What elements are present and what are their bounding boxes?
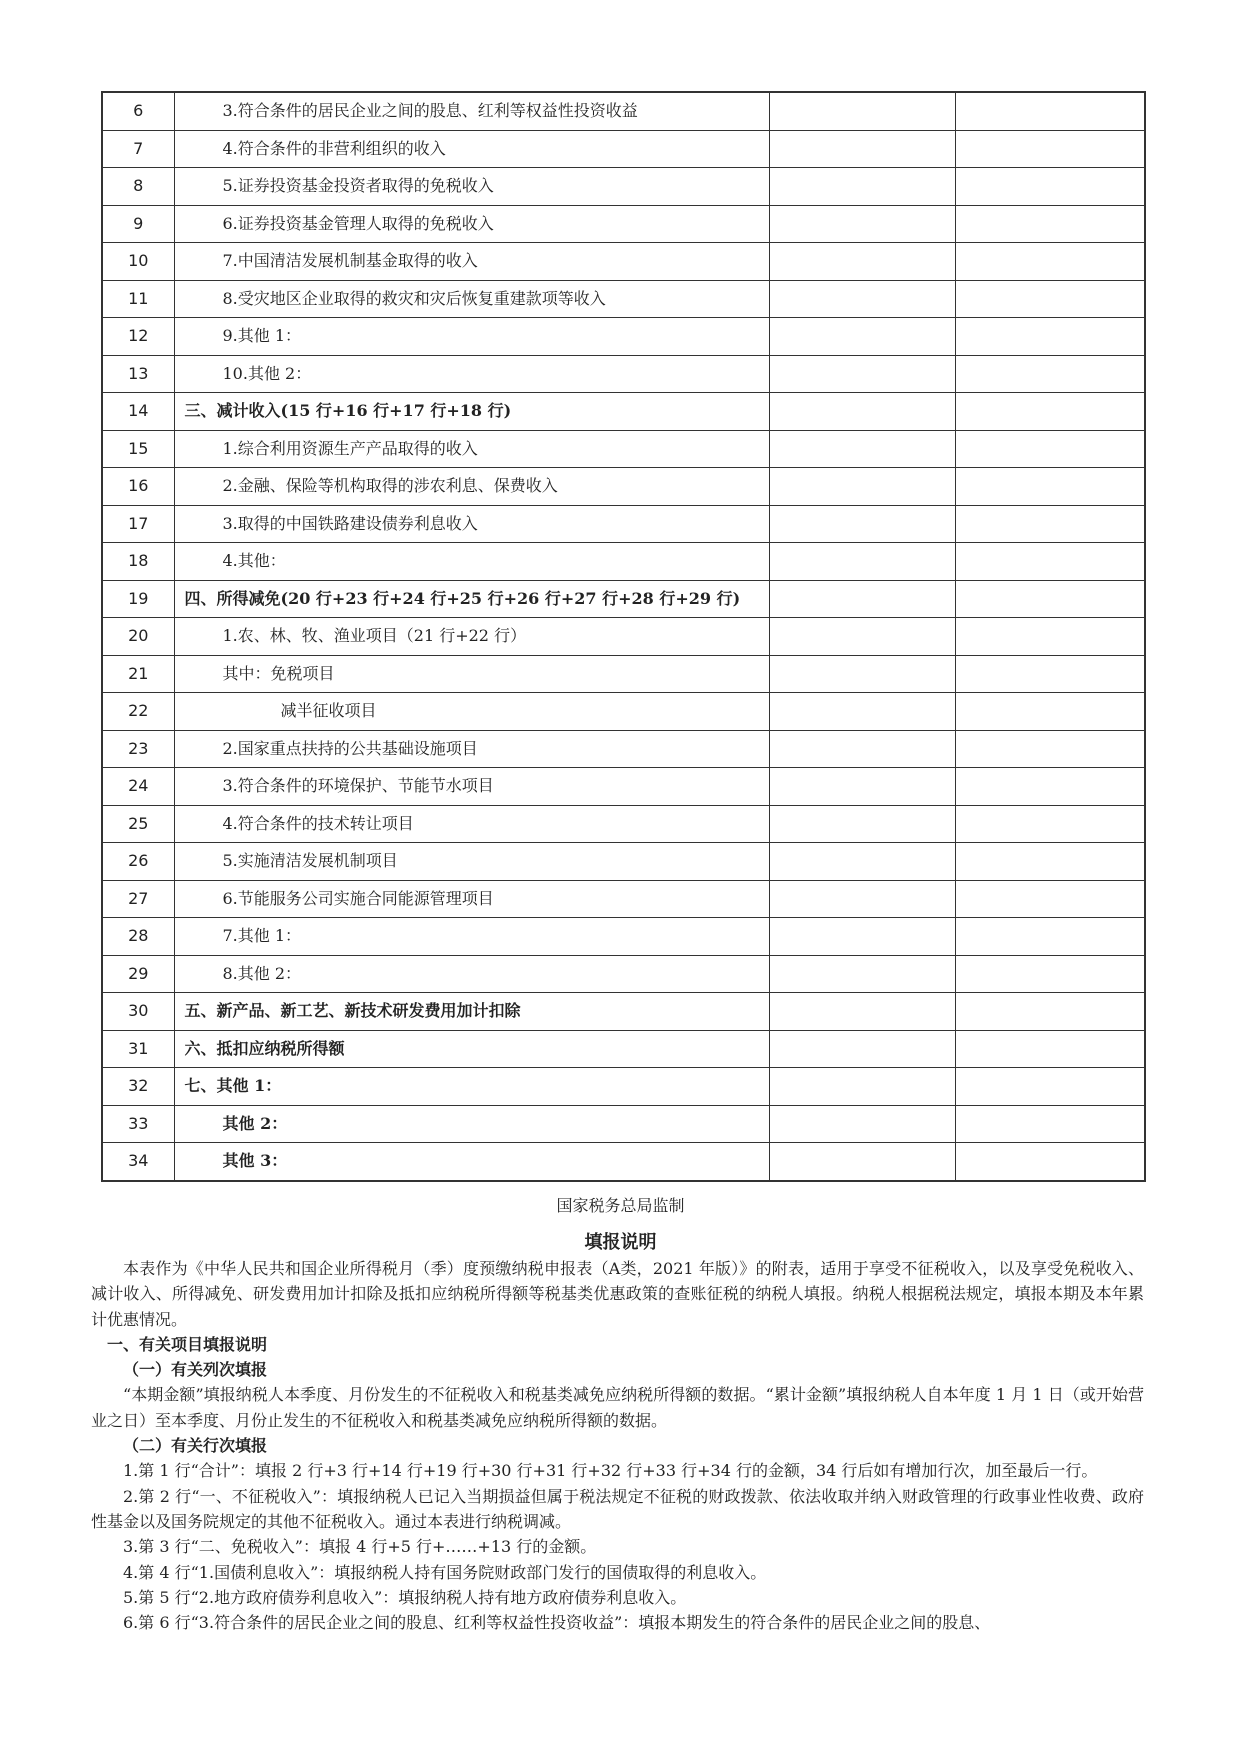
row-item-label: 七、其他 1：	[174, 1068, 769, 1106]
cumulative-amount-cell[interactable]	[955, 1143, 1145, 1181]
row-number: 11	[102, 280, 174, 318]
table-row	[102, 918, 1145, 956]
row-number: 28	[102, 918, 174, 956]
row-item-label: 10.其他 2：	[174, 355, 769, 393]
row-number: 34	[102, 1143, 174, 1181]
table-row	[102, 730, 1145, 768]
current-amount-cell[interactable]	[769, 92, 955, 130]
cumulative-amount-cell[interactable]	[955, 355, 1145, 393]
current-amount-cell[interactable]	[769, 1143, 955, 1181]
table-row	[102, 505, 1145, 543]
table-row	[102, 92, 1145, 130]
row-item-label: 2.国家重点扶持的公共基础设施项目	[174, 730, 769, 768]
row-number: 33	[102, 1105, 174, 1143]
row-item-label: 4.其他：	[174, 543, 769, 581]
table-row	[102, 693, 1145, 731]
cumulative-amount-cell[interactable]	[955, 993, 1145, 1031]
row-item-label: 三、减计收入(15 行+16 行+17 行+18 行)	[174, 393, 769, 431]
table-row	[102, 618, 1145, 656]
instruction-paragraph: 本表作为《中华人民共和国企业所得税月（季）度预缴纳税申报表（A类，2021 年版）》的附表，适用于享受不征税收入，以及享受免税收入、减计收入、所得减免、研发费用加计扣除及抵扣应纳税所得额等税基类优惠政策的查账征税的纳税人填报。纳税人根据税法规定，填报本期及本年累计优惠情况。	[91, 1259, 1144, 1329]
current-amount-cell[interactable]	[769, 168, 955, 206]
cumulative-amount-cell[interactable]	[955, 843, 1145, 881]
current-amount-cell[interactable]	[769, 880, 955, 918]
instruction-paragraph: 5.第 5 行“2.地方政府债券利息收入”：填报纳税人持有地方政府债券利息收入。	[123, 1587, 687, 1607]
table-row	[102, 1068, 1145, 1106]
row-number: 14	[102, 393, 174, 431]
current-amount-cell[interactable]	[769, 618, 955, 656]
instructions-body	[91, 1256, 1144, 1635]
current-amount-cell[interactable]	[769, 993, 955, 1031]
row-item-label: 3.符合条件的环境保护、节能节水项目	[174, 768, 769, 806]
row-item-label: 8.其他 2：	[174, 955, 769, 993]
instruction-paragraph: 1.第 1 行“合计”：填报 2 行+3 行+14 行+19 行+30 行+31 行+32 行+33 行+34 行的金额，34 行后如有增加行次，加至最后一行。	[123, 1461, 1098, 1481]
instruction-heading: 一、有关项目填报说明	[107, 1334, 268, 1354]
cumulative-amount-cell[interactable]	[955, 768, 1145, 806]
current-amount-cell[interactable]	[769, 805, 955, 843]
row-number: 18	[102, 543, 174, 581]
table-row	[102, 1143, 1145, 1181]
row-number: 15	[102, 430, 174, 468]
current-amount-cell[interactable]	[769, 393, 955, 431]
table-row	[102, 768, 1145, 806]
cumulative-amount-cell[interactable]	[955, 655, 1145, 693]
instruction-heading: （一）有关列次填报	[123, 1360, 268, 1380]
table-row	[102, 655, 1145, 693]
row-number: 17	[102, 505, 174, 543]
row-item-label: 8.受灾地区企业取得的救灾和灾后恢复重建款项等收入	[174, 280, 769, 318]
cumulative-amount-cell[interactable]	[955, 1068, 1145, 1106]
row-item-label: 7.中国清洁发展机制基金取得的收入	[174, 243, 769, 281]
table-row	[102, 168, 1145, 206]
table-row	[102, 243, 1145, 281]
table-row	[102, 1105, 1145, 1143]
table-row	[102, 1030, 1145, 1068]
cumulative-amount-cell[interactable]	[955, 505, 1145, 543]
row-number: 32	[102, 1068, 174, 1106]
table-row	[102, 580, 1145, 618]
cumulative-amount-cell[interactable]	[955, 693, 1145, 731]
row-item-label: 5.实施清洁发展机制项目	[174, 843, 769, 881]
row-item-label: 4.符合条件的技术转让项目	[174, 805, 769, 843]
instruction-paragraph: 2.第 2 行“一、不征税收入”：填报纳税人已记入当期损益但属于税法规定不征税的财政拨款、依法收取并纳入财政管理的行政事业性收费、政府性基金以及国务院规定的其他不征税收入。通过本表进行纳税调减。	[91, 1486, 1144, 1531]
row-item-label: 5.证券投资基金投资者取得的免税收入	[174, 168, 769, 206]
row-number: 24	[102, 768, 174, 806]
row-number: 7	[102, 130, 174, 168]
instruction-paragraph: 6.第 6 行“3.符合条件的居民企业之间的股息、红利等权益性投资收益”：填报本期发生的符合条件的居民企业之间的股息、	[123, 1613, 991, 1633]
cumulative-amount-cell[interactable]	[955, 543, 1145, 581]
row-number: 8	[102, 168, 174, 206]
instructions-title: 填报说明	[584, 1232, 657, 1253]
current-amount-cell[interactable]	[769, 505, 955, 543]
row-item-label: 3.符合条件的居民企业之间的股息、红利等权益性投资收益	[174, 92, 769, 130]
current-amount-cell[interactable]	[769, 468, 955, 506]
current-amount-cell[interactable]	[769, 130, 955, 168]
row-number: 25	[102, 805, 174, 843]
table-row	[102, 318, 1145, 356]
cumulative-amount-cell[interactable]	[955, 280, 1145, 318]
row-item-label: 四、所得减免(20 行+23 行+24 行+25 行+26 行+27 行+28 行+29 行)	[174, 580, 769, 618]
row-item-label: 其中：免税项目	[174, 655, 769, 693]
row-number: 21	[102, 655, 174, 693]
table-row	[102, 355, 1145, 393]
row-item-label: 1.综合利用资源生产产品取得的收入	[174, 430, 769, 468]
current-amount-cell[interactable]	[769, 580, 955, 618]
current-amount-cell[interactable]	[769, 243, 955, 281]
row-number: 16	[102, 468, 174, 506]
cumulative-amount-cell[interactable]	[955, 1030, 1145, 1068]
table-row	[102, 430, 1145, 468]
table-row	[102, 205, 1145, 243]
instruction-paragraph: 4.第 4 行“1.国债利息收入”：填报纳税人持有国务院财政部门发行的国债取得的利息收入。	[123, 1562, 767, 1582]
cumulative-amount-cell[interactable]	[955, 205, 1145, 243]
current-amount-cell[interactable]	[769, 280, 955, 318]
cumulative-amount-cell[interactable]	[955, 130, 1145, 168]
tax-benefit-table	[101, 91, 1146, 1182]
row-item-label: 其他 3：	[174, 1143, 769, 1181]
current-amount-cell[interactable]	[769, 1068, 955, 1106]
current-amount-cell[interactable]	[769, 1030, 955, 1068]
row-number: 22	[102, 693, 174, 731]
row-number: 31	[102, 1030, 174, 1068]
row-number: 27	[102, 880, 174, 918]
row-number: 12	[102, 318, 174, 356]
cumulative-amount-cell[interactable]	[955, 468, 1145, 506]
current-amount-cell[interactable]	[769, 543, 955, 581]
cumulative-amount-cell[interactable]	[955, 92, 1145, 130]
table-row	[102, 130, 1145, 168]
table-row	[102, 805, 1145, 843]
row-item-label: 六、抵扣应纳税所得额	[174, 1030, 769, 1068]
issuer-note: 国家税务总局监制	[556, 1196, 685, 1215]
table-body	[102, 92, 1145, 1181]
row-item-label: 减半征收项目	[174, 693, 769, 731]
cumulative-amount-cell[interactable]	[955, 955, 1145, 993]
cumulative-amount-cell[interactable]	[955, 393, 1145, 431]
instruction-heading: （二）有关行次填报	[123, 1436, 268, 1456]
cumulative-amount-cell[interactable]	[955, 1105, 1145, 1143]
row-number: 20	[102, 618, 174, 656]
current-amount-cell[interactable]	[769, 918, 955, 956]
row-number: 30	[102, 993, 174, 1031]
cumulative-amount-cell[interactable]	[955, 918, 1145, 956]
row-number: 23	[102, 730, 174, 768]
current-amount-cell[interactable]	[769, 843, 955, 881]
cumulative-amount-cell[interactable]	[955, 318, 1145, 356]
current-amount-cell[interactable]	[769, 205, 955, 243]
row-number: 10	[102, 243, 174, 281]
instruction-paragraph: 3.第 3 行“二、免税收入”：填报 4 行+5 行+……+13 行的金额。	[123, 1537, 597, 1557]
cumulative-amount-cell[interactable]	[955, 618, 1145, 656]
row-number: 29	[102, 955, 174, 993]
row-number: 9	[102, 205, 174, 243]
cumulative-amount-cell[interactable]	[955, 580, 1145, 618]
row-item-label: 4.符合条件的非营利组织的收入	[174, 130, 769, 168]
instruction-paragraph: “本期金额”填报纳税人本季度、月份发生的不征税收入和税基类减免应纳税所得额的数据。“累计金额”填报纳税人自本年度 1 月 1 日（或开始营业之日）至本季度、月份止发生的不征税收入和税基类减免应纳税所得额的数据。	[91, 1385, 1144, 1430]
current-amount-cell[interactable]	[769, 355, 955, 393]
cumulative-amount-cell[interactable]	[955, 730, 1145, 768]
row-number: 13	[102, 355, 174, 393]
row-item-label: 1.农、林、牧、渔业项目（21 行+22 行）	[174, 618, 769, 656]
row-item-label: 6.节能服务公司实施合同能源管理项目	[174, 880, 769, 918]
cumulative-amount-cell[interactable]	[955, 168, 1145, 206]
row-item-label: 9.其他 1：	[174, 318, 769, 356]
row-number: 6	[102, 92, 174, 130]
row-number: 19	[102, 580, 174, 618]
current-amount-cell[interactable]	[769, 430, 955, 468]
row-item-label: 2.金融、保险等机构取得的涉农利息、保费收入	[174, 468, 769, 506]
current-amount-cell[interactable]	[769, 693, 955, 731]
row-item-label: 3.取得的中国铁路建设债券利息收入	[174, 505, 769, 543]
table-row	[102, 543, 1145, 581]
cumulative-amount-cell[interactable]	[955, 243, 1145, 281]
table-row	[102, 393, 1145, 431]
table-row	[102, 843, 1145, 881]
row-item-label: 五、新产品、新工艺、新技术研发费用加计扣除	[174, 993, 769, 1031]
row-number: 26	[102, 843, 174, 881]
row-item-label: 其他 2：	[174, 1105, 769, 1143]
cumulative-amount-cell[interactable]	[955, 880, 1145, 918]
table-row	[102, 955, 1145, 993]
current-amount-cell[interactable]	[769, 955, 955, 993]
cumulative-amount-cell[interactable]	[955, 805, 1145, 843]
current-amount-cell[interactable]	[769, 730, 955, 768]
current-amount-cell[interactable]	[769, 655, 955, 693]
row-item-label: 6.证券投资基金管理人取得的免税收入	[174, 205, 769, 243]
table-row	[102, 880, 1145, 918]
current-amount-cell[interactable]	[769, 318, 955, 356]
cumulative-amount-cell[interactable]	[955, 430, 1145, 468]
table-row	[102, 280, 1145, 318]
table-row	[102, 993, 1145, 1031]
table-row	[102, 468, 1145, 506]
current-amount-cell[interactable]	[769, 768, 955, 806]
current-amount-cell[interactable]	[769, 1105, 955, 1143]
row-item-label: 7.其他 1：	[174, 918, 769, 956]
